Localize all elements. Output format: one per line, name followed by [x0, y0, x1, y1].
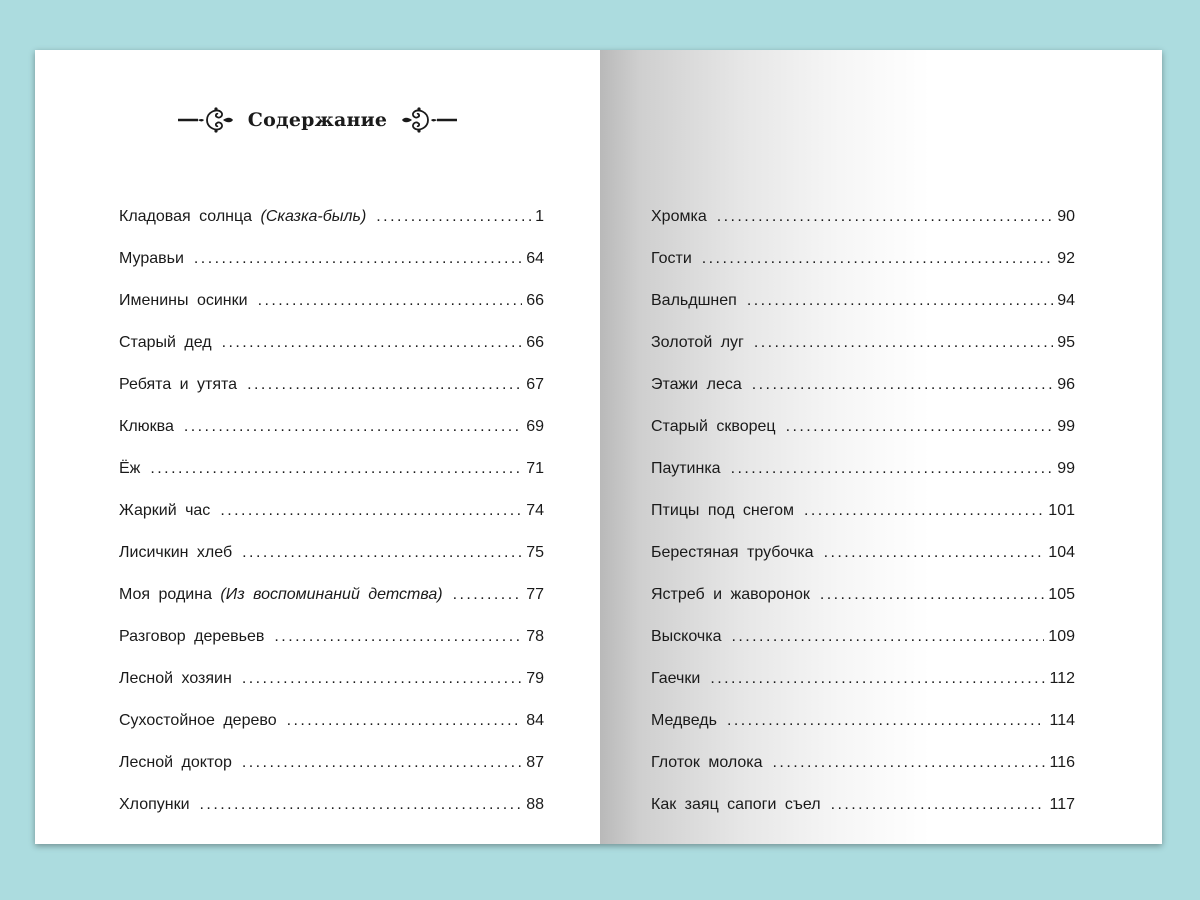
toc-entry[interactable]: [119, 752, 544, 794]
book-spread: [35, 50, 1162, 844]
dot-leader: [747, 290, 1053, 312]
entry-title: Как заяц сапоги съел: [651, 796, 821, 813]
dot-leader: [710, 668, 1045, 690]
entry-title: Ястреб и жаворонок: [651, 586, 810, 603]
dot-leader: [222, 332, 523, 354]
toc-entry[interactable]: [119, 500, 544, 542]
dot-leader: [242, 752, 522, 774]
dot-leader: [717, 206, 1053, 228]
dot-leader: [194, 248, 522, 270]
toc-entry[interactable]: [651, 626, 1075, 668]
toc-entry[interactable]: [119, 668, 544, 710]
entry-page: 67: [526, 376, 544, 393]
entry-page: 88: [526, 796, 544, 813]
dot-leader: [702, 248, 1053, 270]
entry-page: 94: [1057, 292, 1075, 309]
toc-entry[interactable]: [651, 668, 1075, 710]
entry-title: Золотой луг: [651, 334, 744, 351]
entry-title: Выскочка: [651, 628, 722, 645]
dot-leader: [220, 500, 522, 522]
toc-entry[interactable]: [119, 332, 544, 374]
entry-title: Разговор деревьев: [119, 628, 265, 645]
toc-heading: [35, 105, 600, 135]
right-page: [600, 50, 1162, 844]
entry-title: Ёж: [119, 460, 141, 477]
entry-title: Этажи леса: [651, 376, 742, 393]
entry-page: 71: [526, 460, 544, 477]
dot-leader: [274, 626, 522, 648]
entry-title: Хлопунки: [119, 796, 190, 813]
toc-entry[interactable]: [119, 458, 544, 500]
entry-title: Вальдшнеп: [651, 292, 737, 309]
entry-page: 84: [526, 712, 544, 729]
entry-title: Гаечки: [651, 670, 701, 687]
toc-entry[interactable]: [119, 794, 544, 836]
entry-page: 87: [526, 754, 544, 771]
dot-leader: [731, 626, 1044, 648]
entry-title: Хромка: [651, 208, 707, 225]
toc-entry[interactable]: [119, 584, 544, 626]
entry-page: 78: [526, 628, 544, 645]
toc-entry[interactable]: [651, 458, 1075, 500]
entry-page: 95: [1057, 334, 1075, 351]
entry-page: 90: [1057, 208, 1075, 225]
entry-page: 66: [526, 292, 544, 309]
entry-page: 117: [1049, 796, 1075, 813]
dot-leader: [804, 500, 1044, 522]
dot-leader: [247, 374, 522, 396]
toc-entry[interactable]: [119, 542, 544, 584]
toc-list-right: [651, 206, 1075, 836]
dot-leader: [824, 542, 1045, 564]
entry-page: 92: [1057, 250, 1075, 267]
dot-leader: [786, 416, 1054, 438]
entry-page: 109: [1048, 628, 1075, 645]
entry-title: Старый дед: [119, 334, 212, 351]
entry-title: Жаркий час: [119, 502, 211, 519]
entry-subtitle: (Из воспоминаний детства): [220, 586, 443, 603]
entry-page: 64: [526, 250, 544, 267]
entry-page: 66: [526, 334, 544, 351]
entry-title: Берестяная трубочка: [651, 544, 814, 561]
entry-page: 74: [526, 502, 544, 519]
dot-leader: [727, 710, 1046, 732]
toc-list-left: [119, 206, 544, 836]
toc-entry[interactable]: [651, 710, 1075, 752]
toc-entry[interactable]: [651, 542, 1075, 584]
dot-leader: [773, 752, 1046, 774]
entry-title: Сухостойное дерево: [119, 712, 277, 729]
entry-title: Лесной хозяин: [119, 670, 232, 687]
entry-page: 101: [1048, 502, 1075, 519]
entry-subtitle: (Сказка-быль): [260, 208, 367, 225]
dot-leader: [731, 458, 1054, 480]
toc-entry[interactable]: [651, 794, 1075, 836]
entry-page: 105: [1048, 586, 1075, 603]
toc-entry[interactable]: [651, 752, 1075, 794]
toc-entry[interactable]: [651, 374, 1075, 416]
toc-entry[interactable]: [651, 206, 1075, 248]
toc-entry[interactable]: [119, 248, 544, 290]
entry-title: Глоток молока: [651, 754, 763, 771]
dot-leader: [150, 458, 522, 480]
dot-leader: [453, 584, 523, 606]
dot-leader: [200, 794, 523, 816]
entry-page: 99: [1057, 460, 1075, 477]
toc-entry[interactable]: [651, 500, 1075, 542]
entry-title: Именины осинки: [119, 292, 248, 309]
dot-leader: [287, 710, 523, 732]
page-title: Содержание: [247, 109, 388, 131]
entry-page: 77: [526, 586, 544, 603]
entry-page: 116: [1049, 754, 1075, 771]
dot-leader: [831, 794, 1046, 816]
ornament-left-icon: [176, 105, 236, 135]
entry-page: 114: [1049, 712, 1075, 729]
toc-entry[interactable]: [119, 290, 544, 332]
entry-title: Паутинка: [651, 460, 721, 477]
toc-entry[interactable]: [119, 416, 544, 458]
toc-entry[interactable]: [651, 332, 1075, 374]
dot-leader: [184, 416, 522, 438]
toc-entry[interactable]: [119, 710, 544, 752]
entry-page: 69: [526, 418, 544, 435]
entry-page: 112: [1049, 670, 1075, 687]
toc-entry[interactable]: [119, 206, 544, 248]
dot-leader: [820, 584, 1044, 606]
entry-page: 104: [1048, 544, 1075, 561]
entry-title: Кладовая солнца: [119, 208, 253, 225]
toc-entry[interactable]: [651, 584, 1075, 626]
entry-page: 75: [526, 544, 544, 561]
dot-leader: [752, 374, 1053, 396]
toc-entry[interactable]: [651, 416, 1075, 458]
dot-leader: [242, 542, 522, 564]
toc-entry[interactable]: [119, 626, 544, 668]
dot-leader: [242, 668, 522, 690]
entry-page: 96: [1057, 376, 1075, 393]
entry-title: Муравьи: [119, 250, 184, 267]
entry-page: 1: [535, 208, 544, 225]
entry-title: Ребята и утята: [119, 376, 238, 393]
dot-leader: [258, 290, 523, 312]
toc-entry[interactable]: [651, 290, 1075, 332]
entry-title: Лесной доктор: [119, 754, 232, 771]
entry-title: Лисичкин хлеб: [119, 544, 233, 561]
dot-leader: [754, 332, 1053, 354]
entry-page: 79: [526, 670, 544, 687]
dot-leader: [376, 206, 531, 228]
entry-title: Медведь: [651, 712, 717, 729]
entry-title: Клюква: [119, 418, 174, 435]
entry-title: Птицы под снегом: [651, 502, 794, 519]
toc-entry[interactable]: [119, 374, 544, 416]
toc-entry[interactable]: [651, 248, 1075, 290]
entry-title: Старый скворец: [651, 418, 776, 435]
left-page: [35, 50, 600, 844]
entry-page: 99: [1057, 418, 1075, 435]
ornament-right-icon: [399, 105, 459, 135]
entry-title: Моя родина: [119, 586, 212, 603]
entry-title: Гости: [651, 250, 692, 267]
